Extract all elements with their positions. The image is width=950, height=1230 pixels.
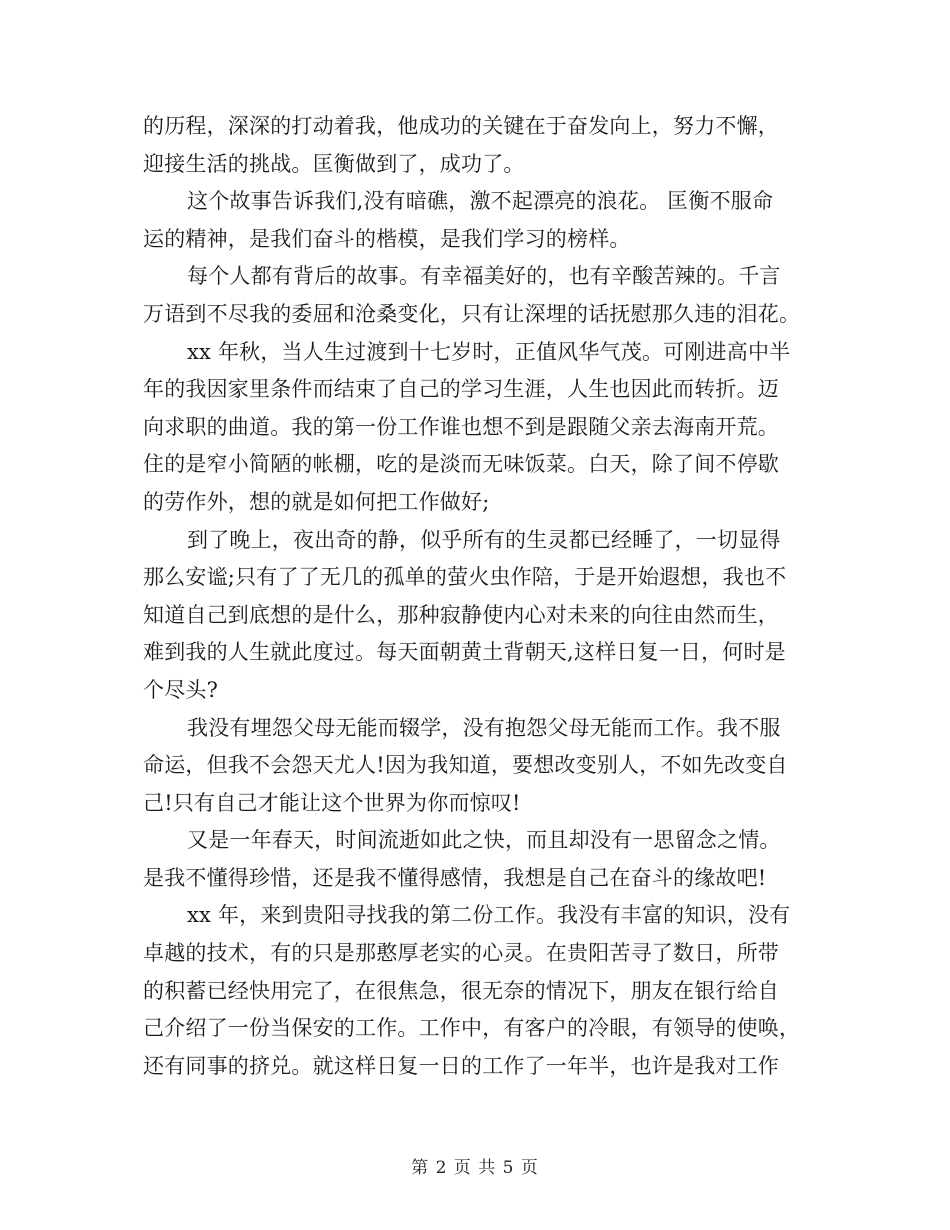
text-line: 的积蓄已经快用完了，在很焦急，很无奈的情况下，朋友在银行给自 — [143, 978, 779, 1003]
text-line: 每个人都有背后的故事。有幸福美好的，也有辛酸苦辣的。千言 — [187, 264, 781, 289]
text-line: 那么安谧;只有了了无几的孤单的萤火虫作陪，于是开始遐想，我也不 — [143, 565, 787, 590]
document-body — [143, 108, 808, 1085]
text-line: 个尽头? — [143, 677, 219, 702]
text-line: 万语到不尽我的委屈和沧桑变化，只有让深埋的话抚慰那久违的泪花。 — [143, 301, 801, 326]
page-footer: 第 2 页 共 5 页 — [411, 1158, 539, 1178]
text-line: 是我不懂得珍惜，还是我不懂得感情，我想是自己在奋斗的缘故吧! — [143, 865, 767, 890]
text-line: 向求职的曲道。我的第一份工作谁也想不到是跟随父亲去海南开荒。 — [143, 414, 779, 439]
text-line: 我没有埋怨父母无能而辍学，没有抱怨父母无能而工作。我不服 — [187, 715, 781, 740]
text-line: 难到我的人生就此度过。每天面朝黄土背朝天,这样日复一日，何时是 — [143, 640, 786, 665]
paragraph — [143, 822, 808, 897]
text-line: 这个故事告诉我们,没有暗礁，激不起漂亮的浪花。 匡衡不服命 — [187, 189, 774, 214]
paragraph — [143, 334, 808, 522]
text-line: 知道自己到底想的是什么，那种寂静使内心对未来的向往由然而生， — [143, 602, 779, 627]
text-line: 住的是窄小简陋的帐棚，吃的是淡而无味饭菜。白天，除了间不停歇 — [143, 452, 779, 477]
text-line: 又是一年春天，时间流逝如此之快，而且却没有一思留念之情。 — [187, 828, 781, 853]
text-line: 迎接生活的挑战。匡衡做到了，成功了。 — [143, 151, 525, 176]
paragraph — [143, 710, 808, 823]
text-line: 命运，但我不会怨天尤人!因为我知道，要想改变别人，不如先改变自 — [143, 753, 788, 778]
paragraph — [143, 258, 808, 333]
text-line: 的历程，深深的打动着我，他成功的关键在于奋发向上，努力不懈， — [143, 114, 779, 138]
text-line: 到了晚上，夜出奇的静，似乎所有的生灵都已经睡了，一切显得 — [187, 527, 781, 552]
text-line: 己!只有自己才能让这个世界为你而惊叹! — [143, 790, 521, 815]
text-line: xx 年秋，当人生过渡到十七岁时，正值风华气茂。可刚进高中半 — [187, 339, 791, 364]
text-line: 还有同事的挤兑。就这样日复一日的工作了一年半，也许是我对工作 — [143, 1053, 779, 1078]
text-line: xx 年，来到贵阳寻找我的第二份工作。我没有丰富的知识，没有 — [187, 903, 791, 928]
text-line: 的劳作外，想的就是如何把工作做好; — [143, 489, 490, 514]
text-line: 己介绍了一份当保安的工作。工作中，有客户的冷眼，有领导的使唤， — [143, 1016, 801, 1041]
paragraph — [143, 108, 808, 183]
text-line: 卓越的技术，有的只是那憨厚老实的心灵。在贵阳苦寻了数日，所带 — [143, 941, 779, 966]
paragraph — [143, 183, 808, 258]
text-line: 运的精神，是我们奋斗的楷模，是我们学习的榜样。 — [143, 226, 631, 251]
text-line: 年的我因家里条件而结束了自己的学习生涯，人生也因此而转折。迈 — [143, 377, 779, 402]
paragraph — [143, 897, 808, 1085]
paragraph — [143, 522, 808, 710]
